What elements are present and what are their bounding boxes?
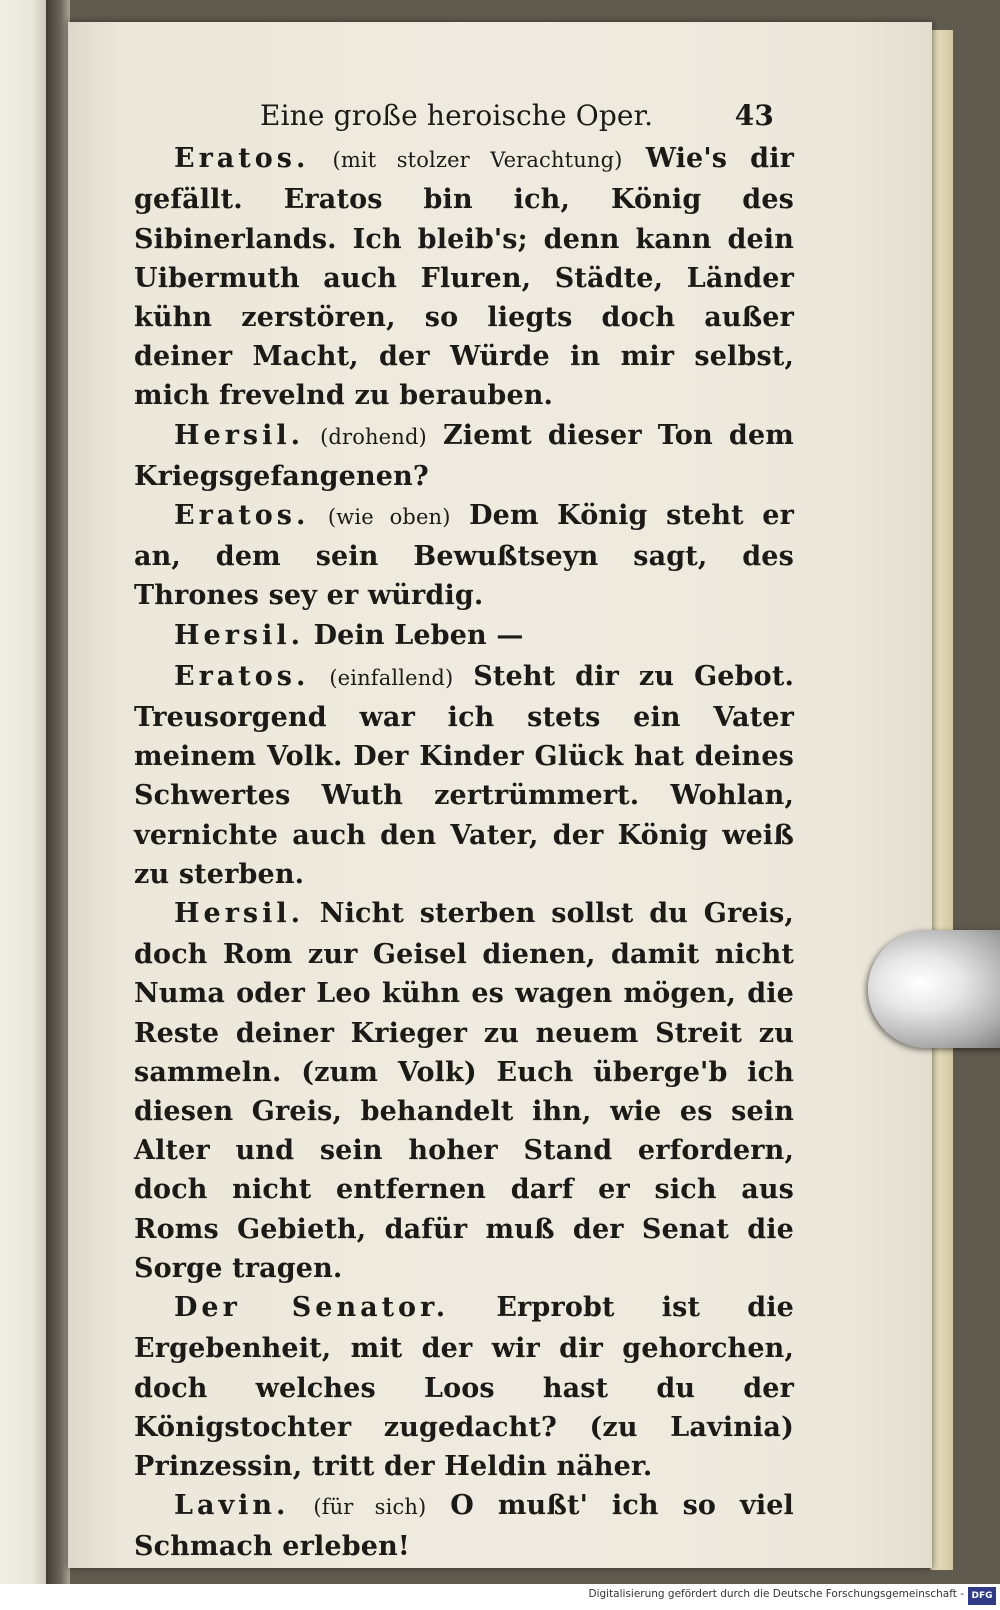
dialogue-paragraph <box>134 657 794 894</box>
funding-credit: Digitalisierung gefördert durch die Deutsche Forschungsgemeinschaft - <box>588 1588 964 1600</box>
left-page-edge <box>0 0 48 1584</box>
page-edges-right <box>930 30 953 1570</box>
running-header <box>134 96 794 135</box>
speaker-name: Hersil. <box>174 898 305 930</box>
speaker-name: Hersil. <box>174 619 305 651</box>
dialogue-text: Nicht sterben sollst du Greis, doch Rom zur Geisel dienen, damit nicht Numa oder Leo kühn es wagen mögen, die Reste deiner Krieger zu neuem Streit zu sammeln. (zum Volk) Euch überge'b ich diesen Greis, behandelt ihn, wie es sein Alter und sein hoher Stand erfordern, doch nicht entfernen darf er sich aus Roms Gebieth, dafür muß der Senat die Sorge tragen. <box>134 898 794 1284</box>
dialogue-text: Wie's dir gefällt. Eratos bin ich, König des Sibinerlands. Ich bleib's; denn kann dein Uibermuth auch Fluren, Städte, Länder kühn zerstören, so liegts doch außer deiner Macht, der Würde in mir selbst, mich frevelnd zu berauben. <box>134 143 794 412</box>
dialogue-text: Steht dir zu Gebot. Treusorgend war ich stets ein Vater meinem Volk. Der Kinder Glück hat deines Schwertes Wuth zertrümmert. Wohlan, vernichte auch den Vater, der König weiß zu sterben. <box>134 660 794 890</box>
speaker-name: Eratos. <box>174 660 310 692</box>
dialogue-text: Ziemt dieser Ton dem Kriegsgefangenen? <box>134 419 794 492</box>
dialogue-paragraph <box>134 416 794 496</box>
stage-direction: (wie oben) <box>327 505 451 530</box>
speaker-name: Eratos. <box>174 500 310 532</box>
dialogue-text: O mußt' ich so viel Schmach erleben! <box>134 1490 794 1563</box>
stage-direction: (für sich) <box>313 1495 427 1520</box>
speaker-name: Hersil. <box>174 419 305 451</box>
speaker-name: Eratos. <box>174 143 310 175</box>
dfg-logo-icon: DFG <box>968 1587 996 1605</box>
stage-direction: (drohend) <box>320 424 427 449</box>
page-text <box>134 96 794 1567</box>
digitization-footer <box>0 1584 1000 1610</box>
dialogue-paragraph <box>134 616 794 657</box>
dialogue-paragraph <box>134 1486 794 1566</box>
dialogue-paragraph <box>134 139 794 415</box>
page-number: 43 <box>734 99 774 132</box>
dialogue-text: Erprobt ist die Ergebenheit, mit der wir dir gehorchen, doch welches Loos hast du der Königstochter zugedacht? (zu Lavinia) Prinzessin, tritt der Heldin näher. <box>134 1292 794 1482</box>
stage-direction: (einfallend) <box>329 665 454 690</box>
metal-page-clip <box>868 930 1000 1048</box>
speaker-name: Der Senator. <box>174 1292 450 1324</box>
dialogue-paragraph <box>134 894 794 1288</box>
dialogue-paragraph <box>134 496 794 616</box>
dialogue-text: Dem König steht er an, dem sein Bewußtseyn sagt, des Thrones sey er würdig. <box>134 500 794 612</box>
book-gutter <box>46 0 70 1584</box>
dialogue-text: Dein Leben — <box>313 619 524 651</box>
dialogue-paragraph <box>134 1288 794 1486</box>
speaker-name: Lavin. <box>174 1490 290 1522</box>
stage-direction: (mit stolzer Verachtung) <box>332 148 623 173</box>
running-title: Eine große heroische Oper. <box>260 99 654 132</box>
